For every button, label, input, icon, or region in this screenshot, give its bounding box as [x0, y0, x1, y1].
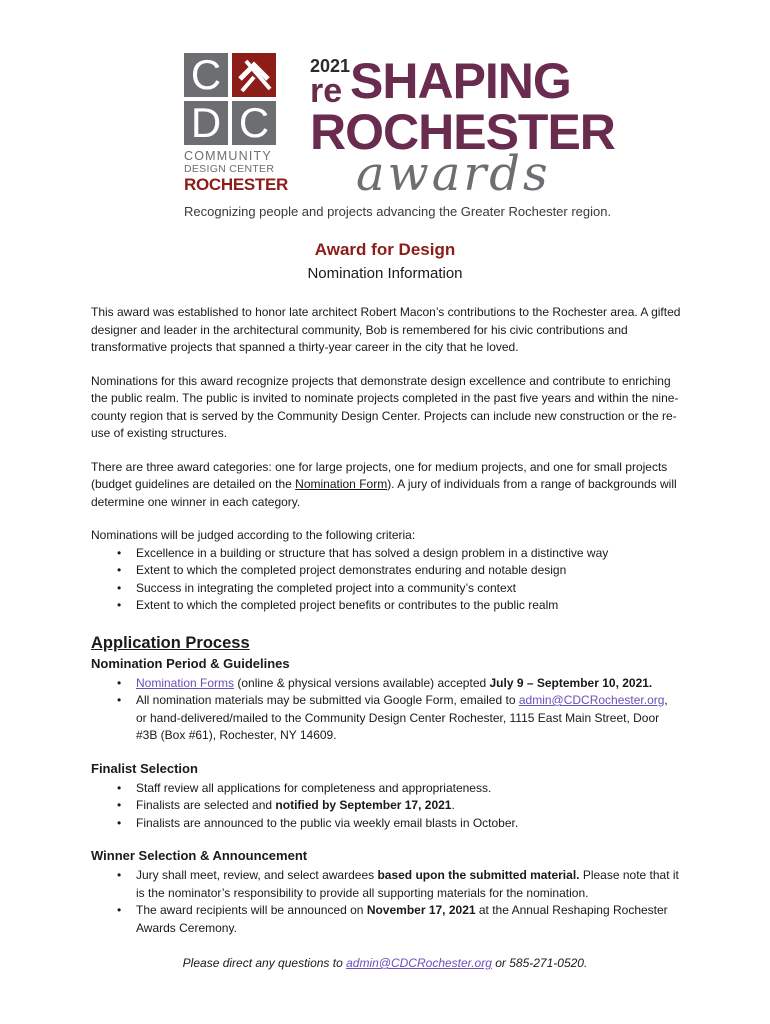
list-item: • Extent to which the completed project demonstrates enduring and notable design — [91, 562, 681, 580]
winner-item2-date: November 17, 2021 — [366, 903, 476, 917]
nomination-period-list — [91, 675, 681, 745]
org-name-line3: ROCHESTER — [184, 175, 289, 194]
logo-tile-c: C — [184, 53, 228, 97]
footer-text-a: Please direct any questions to — [182, 956, 347, 970]
list-item — [91, 797, 681, 815]
winner-list — [91, 867, 681, 937]
application-process-heading: Application Process — [91, 633, 250, 652]
finalist-selection-heading: Finalist Selection — [91, 760, 198, 776]
house-mark-icon — [232, 53, 276, 97]
intro-p3-text-b: ). A jury of individuals from a range of backgrounds will determine one winner in each category. — [91, 477, 677, 509]
winner-item1-bold: based upon the submitted material. — [377, 868, 580, 882]
intro-paragraph-1: This award was established to honor late architect Robert Macon’s contributions to the Rochester area. A gifted designer and leader in the architectural community, Bob is remembered for his civic contributions and transformative projects that spanned a thirty-year career in the city that he loved. — [91, 305, 681, 354]
document-body — [91, 304, 681, 937]
list-item — [91, 692, 681, 745]
period-item2-text: All nomination materials may be submitted via Google Form, emailed to — [136, 693, 519, 707]
award-logo-shaping: SHAPING — [350, 53, 571, 109]
award-logo-awards: awards — [356, 146, 551, 202]
list-item: • Excellence in a building or structure that has solved a design problem in a distinctive way — [91, 545, 681, 563]
winner-item1-rest: Please note that it is the nominator’s responsibility to provide all supporting materials for the nomination. — [136, 868, 679, 900]
logo-tile-d: D — [184, 101, 228, 145]
footer-text-b: or 585-271-0520. — [491, 956, 588, 970]
finalist-item2-end: . — [451, 798, 455, 812]
nomination-forms-link[interactable]: Nomination Forms — [136, 675, 235, 690]
list-item — [91, 902, 681, 937]
list-item: • Staff review all applications for completeness and appropriateness. — [91, 780, 681, 798]
list-item: • Success in integrating the completed project into a community’s context — [91, 580, 681, 598]
award-logo-re: re — [310, 72, 343, 110]
nomination-period-heading: Nomination Period & Guidelines — [91, 655, 290, 671]
criteria-list — [91, 545, 681, 615]
list-item — [91, 867, 681, 902]
nomination-form-link[interactable]: Nomination Form — [295, 477, 388, 491]
org-name — [184, 150, 294, 194]
logo-tile-mark — [232, 53, 276, 97]
award-year: 2021 — [310, 56, 351, 76]
winner-item1-text: Jury shall meet, review, and select awardees — [136, 868, 378, 882]
logo-tile-c2: C — [232, 101, 276, 145]
winner-item2-rest: at the Annual Reshaping Rochester Awards Ceremony. — [136, 903, 668, 935]
page-subtitle: Nomination Information — [307, 265, 463, 282]
list-item: • Finalists are announced to the public via weekly email blasts in October. — [91, 815, 681, 833]
page-title: Award for Design — [314, 240, 456, 259]
criteria-intro: Nominations will be judged according to the following criteria: — [91, 528, 416, 542]
tagline: Recognizing people and projects advancing the Greater Rochester region. — [184, 204, 612, 219]
period-item1-text: (online & physical versions available) accepted — [234, 675, 490, 690]
intro-p3-text-a: There are three award categories: one for large projects, one for medium projects, and one for small projects (budget guidelines are detailed on the — [91, 459, 668, 491]
period-item1-dates: July 9 – September 10, 2021. — [489, 675, 653, 690]
footer-email-link[interactable]: admin@CDCRochester.org — [346, 956, 492, 970]
winner-item2-text: The award recipients will be announced on — [136, 903, 367, 917]
intro-paragraph-3 — [91, 459, 681, 512]
period-item2-rest: , or hand-delivered/mailed to the Community Design Center Rochester, 1115 East Main Street, Door #3B (Box #61), Rochester, NY 14609. — [136, 693, 668, 742]
contact-footer — [0, 956, 770, 970]
list-item: • Extent to which the completed project benefits or contributes to the public realm — [91, 597, 681, 615]
finalist-item2-date: notified by September 17, 2021 — [275, 798, 452, 812]
list-item — [91, 675, 681, 693]
cdc-logo — [184, 53, 280, 149]
org-name-line2: DESIGN CENTER — [184, 163, 275, 175]
intro-paragraph-2: Nominations for this award recognize projects that demonstrate design excellence and contribute to enriching the public realm. The public is invited to nominate projects completed in the past five years and within the nine-county region that is served by the Community Design Center. Projects can include new construction or the re-use of existing structures. — [91, 373, 679, 440]
award-logo-rochester: ROCHESTER — [310, 104, 615, 160]
finalist-item2-text: Finalists are selected and — [136, 798, 276, 812]
winner-selection-heading: Winner Selection & Announcement — [91, 848, 308, 863]
finalist-list — [91, 780, 681, 833]
org-name-line1: COMMUNITY — [184, 149, 272, 163]
admin-email-link[interactable]: admin@CDCRochester.org — [518, 693, 665, 707]
